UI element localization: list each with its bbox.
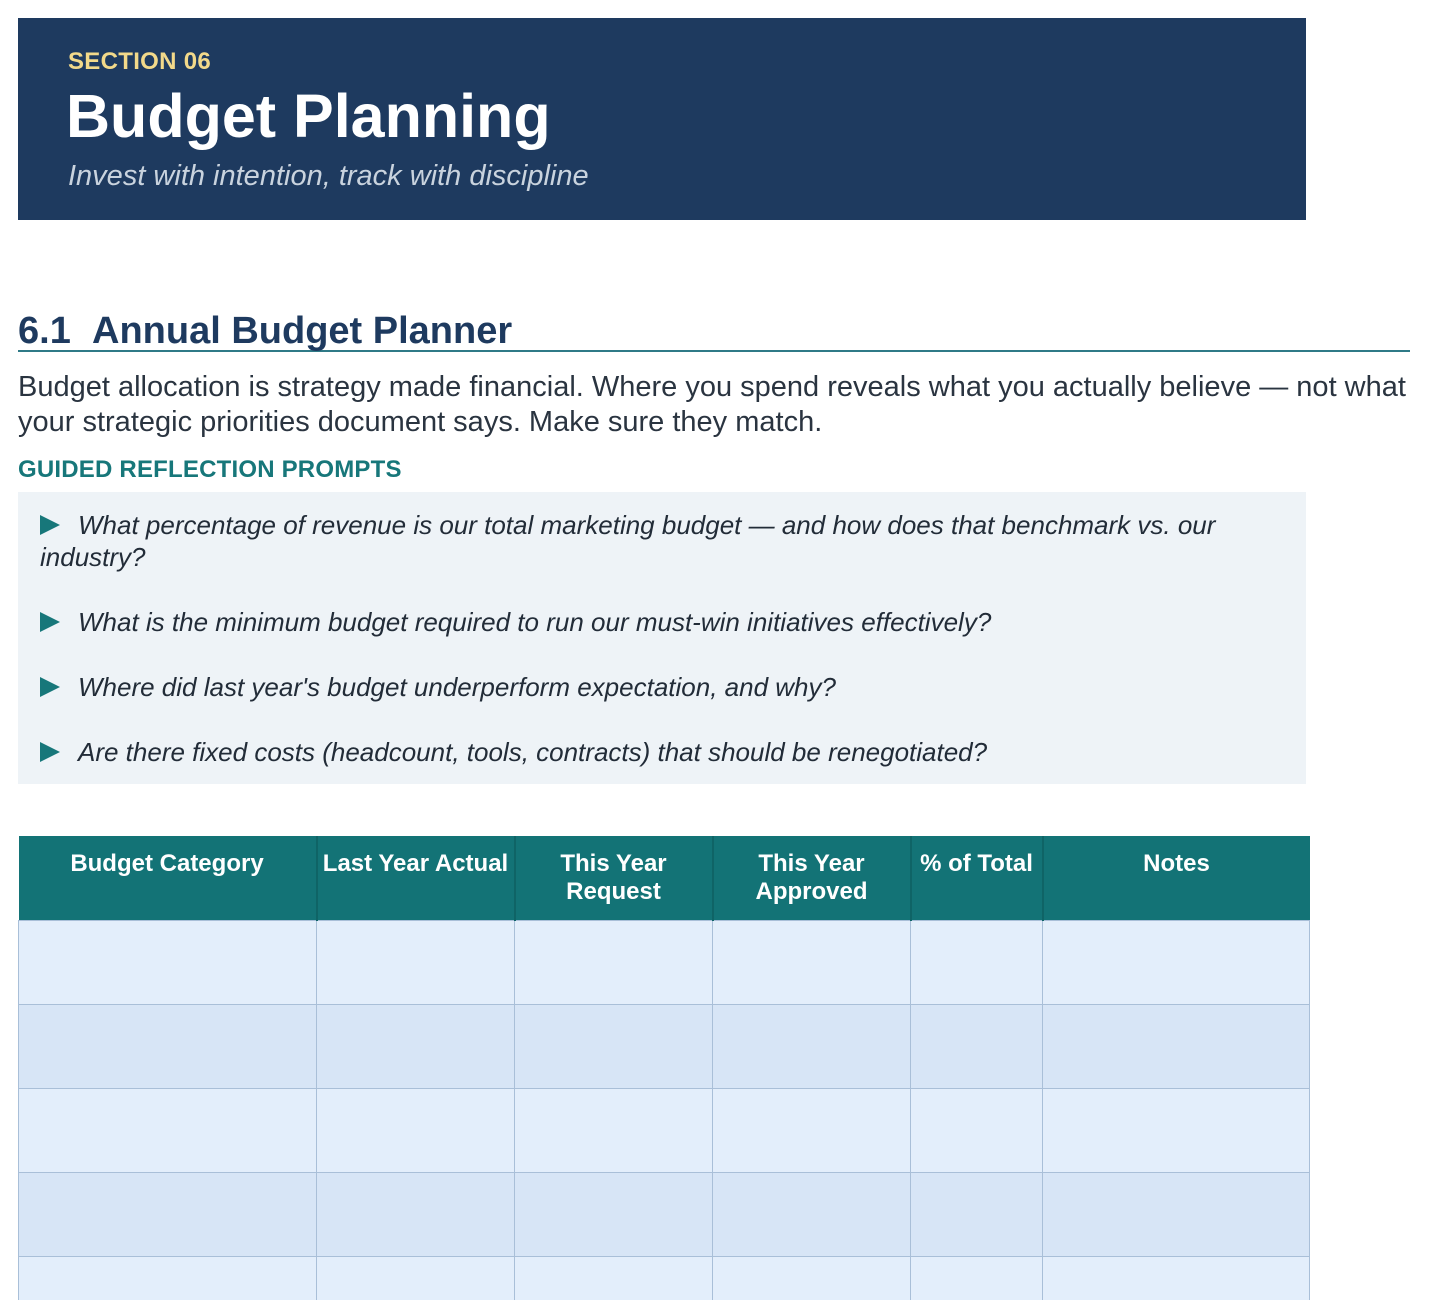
table-cell[interactable] (713, 920, 911, 1004)
column-header-approved: This Year Approved (713, 836, 911, 920)
table-cell[interactable] (317, 920, 515, 1004)
table-cell[interactable] (19, 920, 317, 1004)
table-row (19, 1256, 1310, 1300)
table-cell[interactable] (911, 1088, 1043, 1172)
triangle-bullet-icon (40, 677, 60, 697)
table-cell[interactable] (1043, 1088, 1310, 1172)
section-heading (18, 308, 1410, 352)
triangle-bullet-icon (40, 515, 60, 535)
table-cell[interactable] (911, 1004, 1043, 1088)
table-row (19, 1172, 1310, 1256)
table-row (19, 1004, 1310, 1088)
table-cell[interactable] (19, 1172, 317, 1256)
table-cell[interactable] (911, 920, 1043, 1004)
table-cell[interactable] (713, 1004, 911, 1088)
prompt-text: Where did last year's budget underperform expectation, and why? (78, 672, 836, 702)
table-cell[interactable] (713, 1256, 911, 1300)
prompt-text: What percentage of revenue is our total marketing budget — and how does that benchmark vs. our industry? (40, 510, 1216, 572)
table-cell[interactable] (1043, 1004, 1310, 1088)
table-cell[interactable] (1043, 1256, 1310, 1300)
page-subtitle: Invest with intention, track with discipline (68, 160, 589, 192)
table-cell[interactable] (911, 1256, 1043, 1300)
table-cell[interactable] (1043, 1172, 1310, 1256)
table-cell[interactable] (1043, 920, 1310, 1004)
prompt-item (40, 671, 1290, 703)
table-cell[interactable] (515, 1172, 713, 1256)
table-cell[interactable] (317, 1172, 515, 1256)
table-cell[interactable] (515, 920, 713, 1004)
table-row (19, 920, 1310, 1004)
column-header-last-year: Last Year Actual (317, 836, 515, 920)
table-cell[interactable] (317, 1004, 515, 1088)
column-header-notes: Notes (1043, 836, 1310, 920)
table-cell[interactable] (713, 1172, 911, 1256)
triangle-bullet-icon (40, 742, 60, 762)
prompt-item (40, 606, 1290, 638)
prompts-box (18, 492, 1306, 784)
table-cell[interactable] (19, 1088, 317, 1172)
table-cell[interactable] (317, 1088, 515, 1172)
prompt-item (40, 736, 1290, 768)
table-cell[interactable] (515, 1088, 713, 1172)
section-number: 6.1 (18, 310, 71, 352)
page-title: Budget Planning (66, 82, 551, 150)
table-cell[interactable] (713, 1088, 911, 1172)
table-cell[interactable] (515, 1004, 713, 1088)
table-cell[interactable] (19, 1004, 317, 1088)
budget-table (18, 836, 1310, 1300)
triangle-bullet-icon (40, 612, 60, 632)
prompt-item (40, 509, 1290, 573)
table-row (19, 1088, 1310, 1172)
prompts-label: GUIDED REFLECTION PROMPTS (18, 456, 402, 483)
column-header-percent: % of Total (911, 836, 1043, 920)
table-cell[interactable] (911, 1172, 1043, 1256)
column-header-request: This Year Request (515, 836, 713, 920)
table-cell[interactable] (317, 1256, 515, 1300)
section-kicker: SECTION 06 (68, 48, 212, 75)
table-cell[interactable] (515, 1256, 713, 1300)
prompt-text: What is the minimum budget required to run our must-win initiatives effectively? (78, 607, 992, 637)
section-banner (18, 18, 1306, 220)
table-cell[interactable] (19, 1256, 317, 1300)
prompt-text: Are there fixed costs (headcount, tools, contracts) that should be renegotiated? (78, 737, 988, 767)
section-title: Annual Budget Planner (92, 310, 513, 352)
table-header-row (19, 836, 1310, 920)
section-intro: Budget allocation is strategy made financial. Where you spend reveals what you actually believe — not what your strategic priorities document says. Make sure they match. (18, 371, 1406, 438)
column-header-category: Budget Category (19, 836, 317, 920)
